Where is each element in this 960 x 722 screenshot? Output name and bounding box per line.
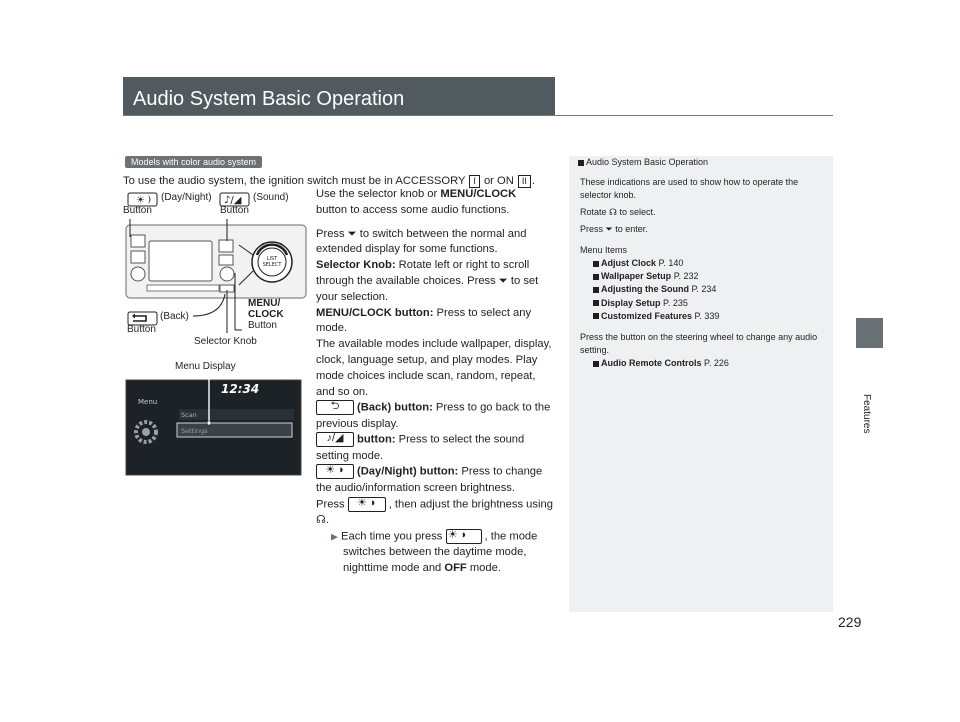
svg-text:LIST: LIST [266, 256, 278, 262]
link-audio-remote-controls[interactable]: Audio Remote Controls P. 226 [580, 357, 830, 370]
back-caption: (Back) [160, 311, 189, 322]
menu-clock-caption-2: CLOCK [248, 309, 284, 320]
press-knob-icon: ⏷ [498, 274, 508, 287]
menu-clock-button-caption: Button [248, 320, 277, 331]
note-icon [578, 160, 584, 166]
link-customized-features[interactable]: Customized Features P. 339 [580, 310, 830, 323]
svg-text:Menu: Menu [138, 398, 158, 406]
selector-knob-caption: Selector Knob [194, 336, 257, 347]
day-night-caption: (Day/Night) [161, 192, 212, 203]
press-knob-icon: ⏷ [347, 227, 357, 240]
link-adjusting-sound[interactable]: Adjusting the Sound P. 234 [580, 283, 830, 296]
sound-button-caption: Button [220, 205, 249, 216]
body-text: Use the selector knob or MENU/CLOCK button to access some audio functions. Press ⏷ to switch between the normal and extended display for some functions. Selector Knob: Rotate left or right to scroll through the available choices. Press ⏷ to set your selection. MENU/CLOCK button: Press to select any mode. The available modes include wallpaper, display, clock, language setup, and play modes. Play mode choices include scan, random, repeat, and so on. ⮌ (Back) button: Press to go back to the previous display. ♪/◢ button: Press to select the sound setting mode. ☀ ◗ (Day/Night) button: Press to change the audio/information screen brightness. Press ☀ ◗ , then adjust the brightness using ☊. ▶ Each time you press ☀ ◗ , the mode switches between the daytime mode, nighttime mode and OFF mode. [316, 188, 553, 574]
audio-unit-figure [123, 185, 308, 477]
sidebar-body: These indications are used to show how to operate the selector knob. Rotate ☊ to select. Press ⏷ to enter. Menu Items Adjust Clock P. 140 Wallpaper Setup P. 232 Adjusting the Sound P. 234 Display Setup P. 235 Customized Features P. 339 Press the button on the steering wheel to change any audio setting. Audio Remote Controls P. 226 [580, 176, 830, 371]
link-adjust-clock[interactable]: Adjust Clock P. 140 [580, 257, 830, 270]
svg-text:♪/◢: ♪/◢ [224, 195, 242, 206]
section-label: Features [861, 394, 872, 434]
day-night-icon: ☀ ◗ [316, 464, 354, 479]
on-key-icon: II [518, 175, 531, 188]
rotate-knob-icon: ☊ [609, 207, 618, 218]
day-night-icon: ☀ ◗ [446, 529, 482, 544]
sidebar-heading: Audio System Basic Operation [578, 157, 708, 167]
day-night-icon: ☀ ◗ [348, 497, 386, 512]
svg-text:SELECT: SELECT [262, 262, 282, 268]
page-number: 229 [838, 614, 862, 630]
press-knob-icon: ⏷ [605, 223, 613, 234]
page-title: Audio System Basic Operation [133, 88, 405, 110]
title-rule [123, 115, 833, 116]
accessory-key-icon: I [469, 175, 480, 188]
models-tag: Models with color audio system [125, 156, 262, 168]
day-night-button-caption: Button [123, 205, 152, 216]
svg-text:Scan: Scan [181, 411, 197, 419]
back-button-caption: Button [127, 324, 156, 335]
svg-text:Settings: Settings [181, 427, 208, 435]
arrow-icon: ▶ [331, 531, 338, 541]
sound-icon: ♪/◢ [316, 432, 354, 447]
sound-caption: (Sound) [253, 192, 289, 203]
link-wallpaper-setup[interactable]: Wallpaper Setup P. 232 [580, 270, 830, 283]
menu-display-caption: Menu Display [175, 361, 236, 372]
svg-text:12:34: 12:34 [221, 382, 260, 396]
back-icon: ⮌ [316, 400, 354, 415]
rotate-knob-icon: ☊ [316, 513, 326, 526]
section-tab [856, 318, 883, 348]
svg-text:☀: ☀ [136, 195, 145, 206]
link-display-setup[interactable]: Display Setup P. 235 [580, 297, 830, 310]
menu-clock-caption-1: MENU/ [248, 298, 281, 309]
intro-text: To use the audio system, the ignition switch must be in ACCESSORY I or ON II . [123, 175, 536, 187]
